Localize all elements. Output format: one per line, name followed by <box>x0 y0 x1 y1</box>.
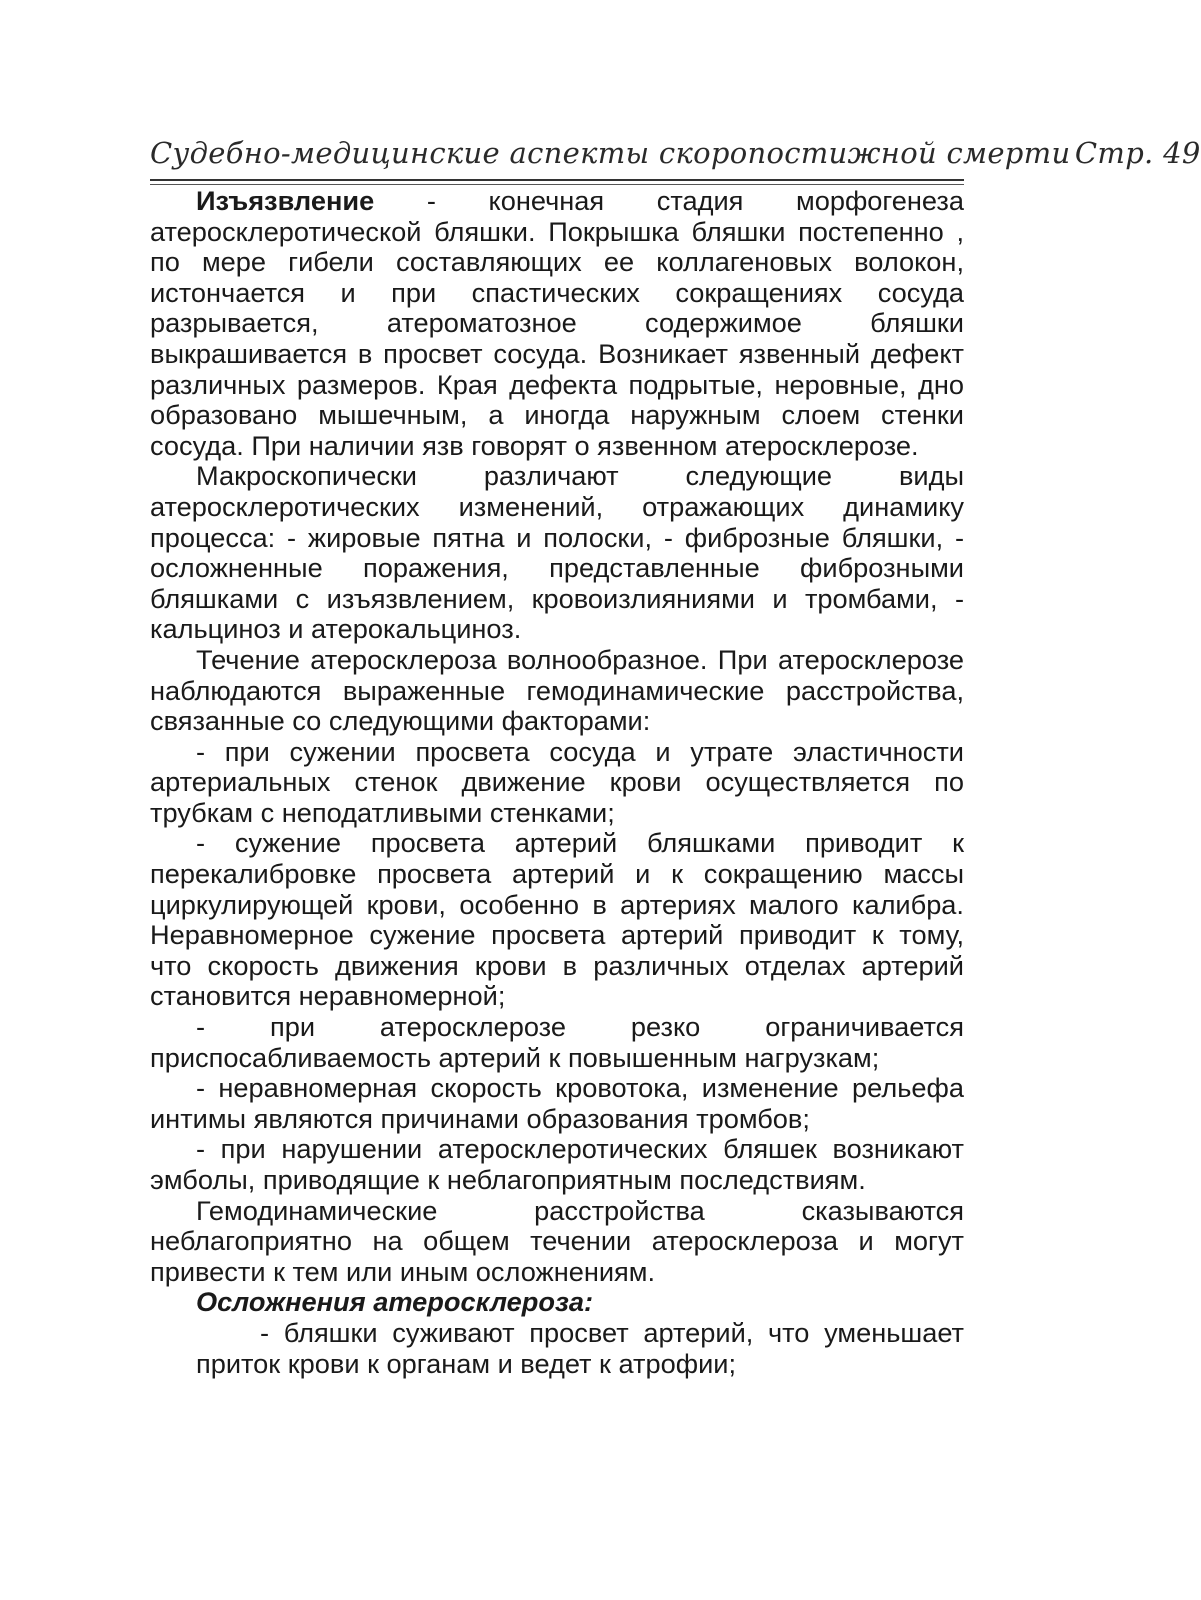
list-item: - при сужении просвета сосуда и утрате эластичности артериальных стенок движение крови осуществляется по трубкам с неподатливыми стенками; <box>150 735 964 828</box>
page-number: Стр. 49 <box>1074 136 1201 170</box>
paragraph-course: Течение атеросклероза волнообразное. При атеросклерозе наблюдаются выраженные гемодинамические расстройства, связанные со следующими факторами: <box>150 643 964 737</box>
section-heading-complications: Осложнения атеросклероза: <box>196 1286 594 1318</box>
paragraph-ulceration <box>150 186 964 461</box>
running-header <box>150 136 1201 170</box>
list-item: - при атеросклерозе резко ограничивается приспосабливаемость артерий к повышенным нагрузкам; <box>150 1011 964 1073</box>
list-item: - при нарушении атеросклеротических бляшек возникают эмболы, приводящие к неблагоприятным последствиям. <box>150 1133 964 1195</box>
list-item: - бляшки суживают просвет артерий, что уменьшает приток крови к органам и ведет к атрофии; <box>196 1316 964 1379</box>
list-item: - сужение просвета артерий бляшками приводит к перекалибровке просвета артерий и к сокращению массы циркулирующей крови, особенно в артериях малого калибра. Неравномерное сужение просвета артерий приводит к тому, что скорость движения крови в различных отделах артерий становится неравномерной; <box>150 827 964 1012</box>
running-header-title: Судебно-медицинские аспекты скоропостижной смерти <box>150 136 1071 170</box>
paragraph-ulceration-text: - конечная стадия морфогенеза атеросклеротической бляшки. Покрышка бляшки постепенно , по мере гибели составляющих ее коллагеновых волокон, истончается и при спастических сокращениях сосуда разрывается, атероматозное содержимое бляшки выкрашивается в просвет сосуда. Возникает язвенный дефект различных размеров. Края дефекта подрытые, неровные, дно образовано мышечным, а иногда наружным слоем стенки сосуда. При наличии язв говорят о язвенном атеросклерозе. <box>150 185 964 461</box>
page-body <box>150 186 964 1379</box>
term-ulceration: Изъязвление <box>196 185 375 216</box>
paragraph-macroscopic: Макроскопически различают следующие виды атеросклеротических изменений, отражающих динамику процесса: - жировые пятна и полоски, - фиброзные бляшки, - осложненные поражения, представленные фиброзными бляшками с изъязвлением, кровоизлияниями и тромбами, - кальциноз и атерокальциноз. <box>150 460 964 645</box>
paragraph-hemodynamics: Гемодинамические расстройства сказываются неблагоприятно на общем течении атеросклероза и могут привести к тем или иным осложнениям. <box>150 1194 964 1287</box>
list-item: - неравномерная скорость кровотока, изменение рельефа интимы являются причинами образования тромбов; <box>150 1072 964 1134</box>
header-rule <box>150 179 964 181</box>
